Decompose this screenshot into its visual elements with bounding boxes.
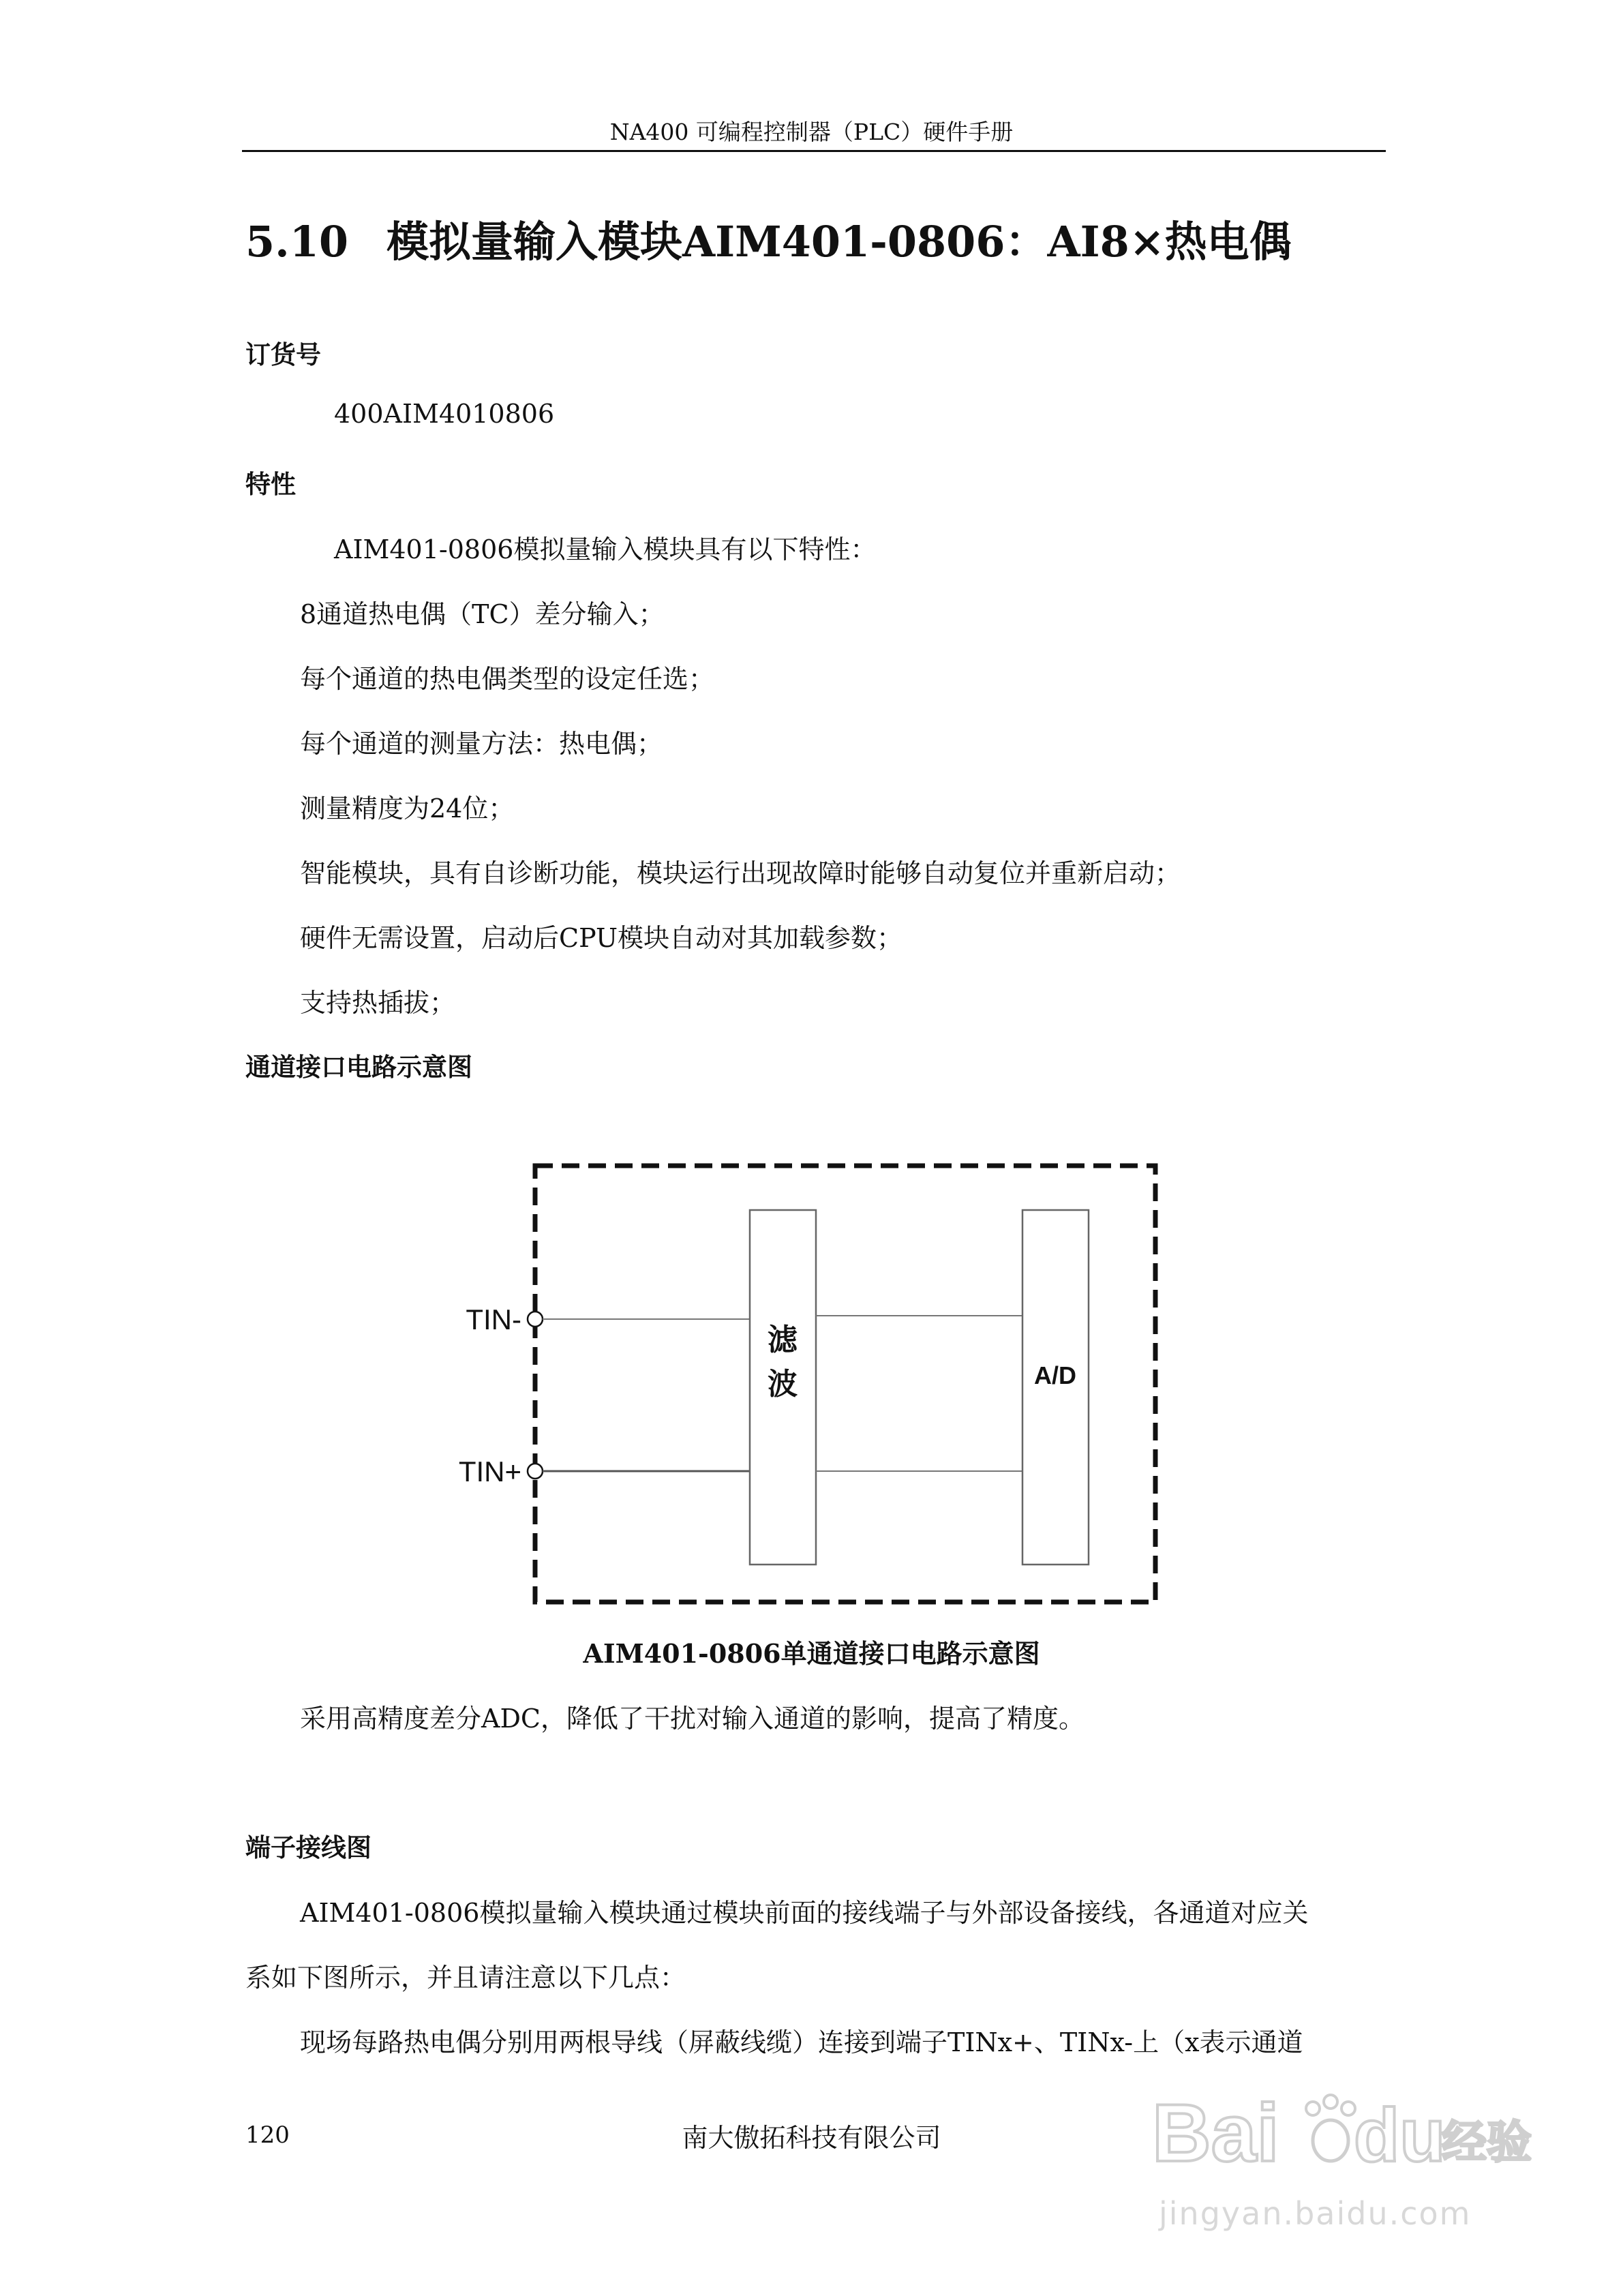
section-title (245, 208, 1292, 269)
circuit-note: 采用高精度差分ADC，降低了干扰对输入通道的影响，提高了精度。 (300, 1704, 1084, 1734)
circuit-diagram (409, 1145, 1193, 1636)
terminal-plus-icon (528, 1464, 543, 1479)
wiring-paragraph-1-cont: 系如下图所示，并且请注意以下几点： (245, 1963, 686, 1993)
section-title-text: 模拟量输入模块AIM401-0806：AI8×热电偶 (386, 217, 1292, 267)
wiring-heading: 端子接线图 (245, 1833, 371, 1862)
watermark-text-du: du (1354, 2094, 1446, 2177)
watermark-text-jingyan: 经验 (1442, 2117, 1532, 2167)
wiring-paragraph-2: 现场每路热电偶分别用两根导线（屏蔽线缆）连接到端子TINx+、TINx-上（x表示通道 (300, 2027, 1303, 2057)
order-heading: 订货号 (245, 340, 321, 369)
feature-item: 支持热插拔； (300, 988, 456, 1018)
feature-item: 智能模块，具有自诊断功能，模块运行出现故障时能够自动复位并重新启动； (300, 858, 1181, 888)
features-intro: AIM401-0806模拟量输入模块具有以下特性： (334, 534, 877, 564)
watermark-url: jingyan.baidu.com (1159, 2195, 1472, 2232)
pin-label-minus: TIN- (466, 1303, 521, 1335)
wiring-paragraph-1: AIM401-0806模拟量输入模块通过模块前面的接线端子与外部设备接线，各通道对应关 (300, 1898, 1309, 1928)
feature-item: 硬件无需设置，启动后CPU模块自动对其加载参数； (300, 923, 903, 953)
footer-company: 南大傲拓科技有限公司 (682, 2123, 941, 2153)
figure-caption: AIM401-0806单通道接口电路示意图 (583, 1638, 1040, 1669)
running-header: NA400 可编程控制器（PLC）硬件手册 (609, 119, 1014, 145)
pin-label-plus: TIN+ (458, 1455, 521, 1487)
features-heading: 特性 (245, 470, 296, 499)
header-rule (242, 150, 1386, 152)
feature-item: 8通道热电偶（TC）差分输入； (300, 599, 665, 629)
circuit-heading: 通道接口电路示意图 (245, 1053, 472, 1082)
watermark-text-bai: Bai (1152, 2087, 1279, 2178)
adc-label: A/D (1034, 1361, 1076, 1389)
order-number: 400AIM4010806 (334, 399, 555, 429)
terminal-minus-icon (528, 1312, 543, 1327)
filter-label-2: 波 (768, 1368, 798, 1401)
feature-item: 每个通道的热电偶类型的设定任选； (300, 664, 715, 694)
filter-label-1: 滤 (768, 1323, 798, 1357)
paw-icon (1306, 2095, 1355, 2161)
section-number: 5.10 (245, 217, 349, 267)
feature-item: 测量精度为24位； (300, 794, 515, 824)
feature-item: 每个通道的测量方法：热电偶； (300, 729, 663, 759)
page-number: 120 (245, 2121, 290, 2149)
baidu-watermark-logo (1152, 2083, 1534, 2178)
